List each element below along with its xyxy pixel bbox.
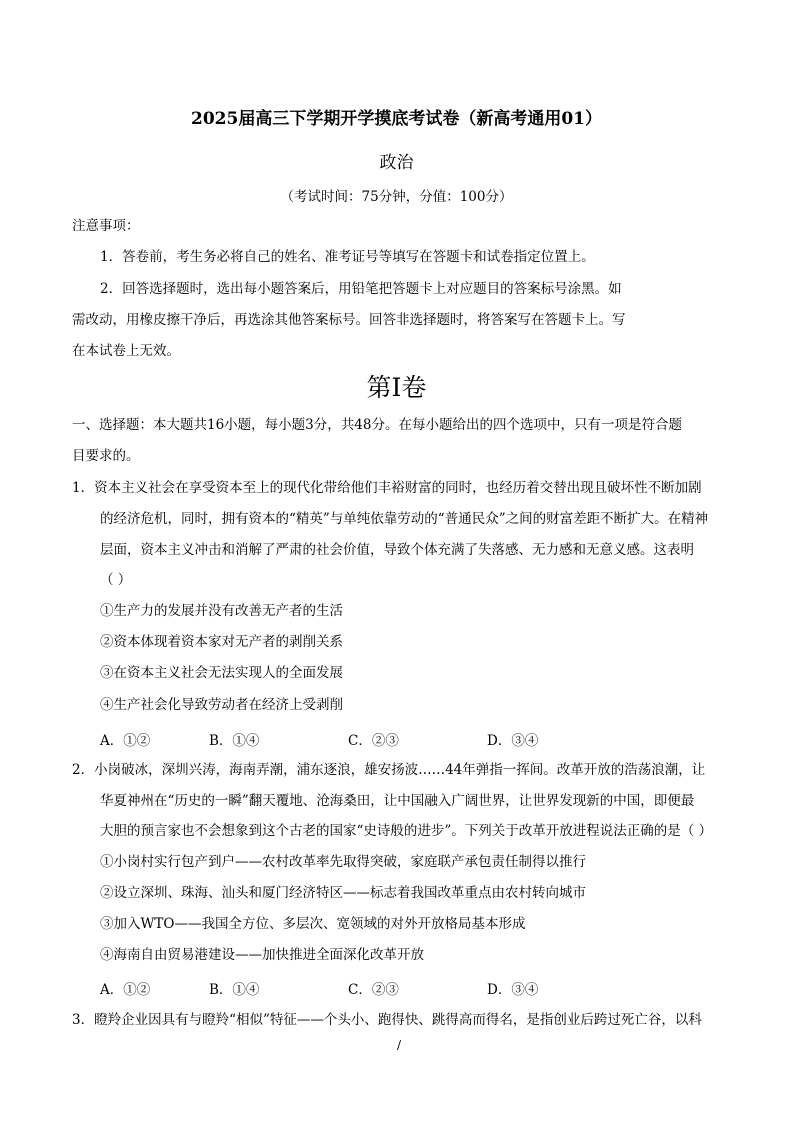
q1-stem-line-3: 层面，资本主义冲击和消解了严肃的社会价值，导致个体充满了失落感、无力感和无意义感。这表明 (100, 542, 694, 558)
q2-statement-3: ③加入WTO——我国全方位、多层次、宽领域的对外开放格局基本形成 (100, 916, 526, 932)
subject-title: 政治 (379, 153, 414, 173)
q2-statement-4: ④海南自由贸易港建设——加快推进全面深化改革开放 (100, 947, 424, 963)
q2-statement-2: ②设立深圳、珠海、汕头和厦门经济特区——标志着我国改革重点由农村转向城市 (100, 885, 586, 901)
q1-statement-2: ②资本体现着资本家对无产者的剥削关系 (100, 634, 343, 650)
exam-title: 2025届高三下学期开学摸底考试卷（新高考通用01） (191, 109, 602, 129)
q1-option-d[interactable]: D．③④ (487, 733, 539, 749)
q2-option-a[interactable]: A．①② (100, 982, 151, 998)
q3-stem-line-1: 3．瞪羚企业因具有与瞪羚“相似”特征——个头小、跑得快、跳得高而得名，是指创业后跨过死亡谷，以科 (72, 1012, 702, 1028)
q2-stem-line-3: 大胆的预言家也不会想象到这个古老的国家“史诗般的进步”。下列关于改革开放进程说法正确的是（ ） (100, 823, 713, 839)
section-instruction-line-2: 目要求的。 (72, 448, 140, 464)
notice-heading: 注意事项： (72, 218, 140, 234)
q1-statement-4: ④生产社会化导致劳动者在经济上受剥削 (100, 697, 343, 713)
notice-item-2-line-2: 需改动，用橡皮擦干净后，再选涂其他答案标号。回答非选择题时，将答案写在答题卡上。写 (72, 312, 626, 328)
q2-stem-line-2: 华夏神州在“历史的一瞬”翻天覆地、沧海桑田，让中国融入广阔世界，让世界发现新的中国，即便最 (100, 793, 695, 809)
exam-info: （考试时间：75分钟，分值：100分） (280, 189, 513, 205)
q1-option-a[interactable]: A．①② (100, 733, 151, 749)
volume-title: 第Ⅰ卷 (366, 373, 427, 402)
section-instruction-line-1: 一、选择题：本大题共16小题，每小题3分，共48分。在每小题给出的四个选项中，只有一项是符合题 (72, 417, 682, 433)
q2-option-c[interactable]: C．②③ (348, 982, 399, 998)
notice-item-1: 1．答卷前，考生务必将自己的姓名、准考证号等填写在答题卡和试卷指定位置上。 (100, 249, 595, 265)
page-number: / (397, 1038, 402, 1052)
q2-stem-line-1: 2．小岗破冰，深圳兴涛，海南弄潮，浦东逐浪，雄安扬波……44年弹指一挥间。改革开放的浩荡浪潮，让 (72, 762, 706, 778)
q1-statement-3: ③在资本主义社会无法实现人的全面发展 (100, 665, 343, 681)
q2-option-d[interactable]: D．③④ (487, 982, 539, 998)
q1-option-c[interactable]: C．②③ (348, 733, 399, 749)
q2-statement-1: ①小岗村实行包产到户——农村改革率先取得突破，家庭联产承包责任制得以推行 (100, 854, 586, 870)
notice-item-2-line-1: 2．回答选择题时，选出每小题答案后，用铅笔把答题卡上对应题目的答案标号涂黑。如 (100, 281, 622, 297)
notice-item-2-line-3: 在本试卷上无效。 (72, 343, 180, 359)
q1-statement-1: ①生产力的发展并没有改善无产者的生活 (100, 603, 343, 619)
q1-stem-line-1: 1．资本主义社会在享受资本至上的现代化带给他们丰裕财富的同时，也经历着交替出现且破坏性不断加剧 (72, 480, 702, 496)
q1-answer-bracket: （ ） (100, 572, 132, 588)
q1-option-b[interactable]: B．①④ (209, 733, 260, 749)
q1-stem-line-2: 的经济危机，同时，拥有资本的“精英”与单纯依靠劳动的“普通民众”之间的财富差距不断扩大。在精神 (100, 511, 709, 527)
q2-option-b[interactable]: B．①④ (209, 982, 260, 998)
